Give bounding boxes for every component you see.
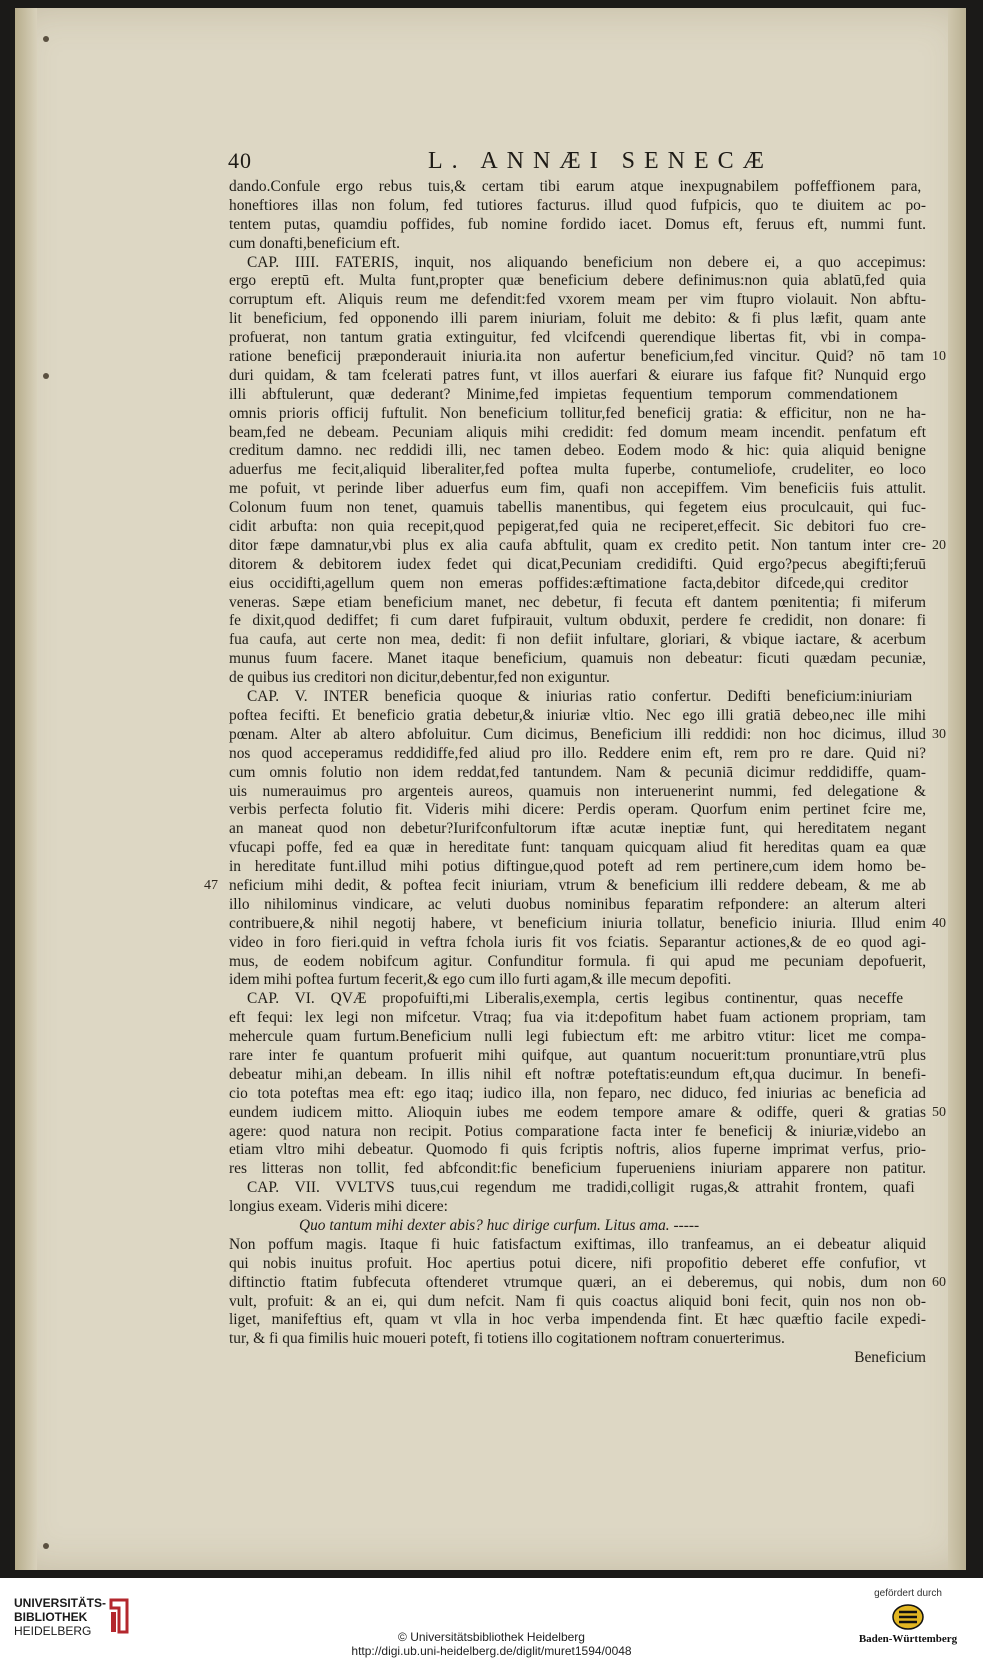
copyright-notice <box>0 1630 983 1658</box>
text-line: veneras. Sæpe etiam beneficium manet, nec debetur, fi fecuta eft dantem pœnitentia; fi miferum <box>229 593 926 611</box>
library-name-line: HEIDELBERG <box>14 1624 92 1638</box>
margin-line-number: 20 <box>932 538 946 554</box>
text-line: corruptum eft. Aliquis reum me defendit:fed vxorem meam per vim ftupro violauit. Non abftu- <box>229 291 926 309</box>
text-line: res litteras non tollit, fed abfcondit:fic beneficium fuperueniens iniuriam apparere non patitur. <box>229 1160 926 1178</box>
margin-line-number: 47 <box>204 878 218 894</box>
text-line: CAP. V. INTER beneficia quoque & iniurias ratio confertur. Dedifti beneficium:iniuriam <box>247 688 913 706</box>
text-line: Non poffum magis. Itaque fi huic fatisfactum exiftimas, illo tranfeamus, an ei debeatur aliquid <box>229 1235 926 1253</box>
text-line: uis numerauimus pro argenteis aureos, quamuis non interuenerint nummi, fed delegatione & <box>229 782 926 800</box>
permalink[interactable]: http://digi.ub.uni-heidelberg.de/diglit/muret1594/0048 <box>351 1644 632 1658</box>
tack-mark <box>43 36 49 42</box>
margin-line-number: 10 <box>932 349 946 365</box>
text-line: eft fequi: lex legi non mifcetur. Vtraq; fua via it:depofitum habet fuam actionem propriam, tam <box>229 1009 926 1027</box>
text-line: diftinctio ftatim fubfecuta oftenderet vtrumque quæri, an ei deberemus, qui nobis, dum non <box>229 1273 926 1291</box>
text-line: mus, de eodem nobifcum agitur. Confunditur formula. fi qui apud me pecuniam depofuerit, <box>229 952 926 970</box>
text-line: vult, profuit: & an ei, qui dum nefcit. Nam fi quis coactus aliquid boni fecit, quin nos non ob- <box>229 1292 926 1310</box>
text-line: vfucapi poffe, fed ea quæ in hereditate funt: tanquam quicquam aliud fit hereditas quam ea quæ <box>229 839 926 857</box>
verse-quotation: Quo tantum mihi dexter abis? huc dirige curfum. Litus ama. ----- <box>299 1216 700 1234</box>
library-name-line: BIBLIOTHEK <box>14 1610 88 1624</box>
margin-line-number: 30 <box>932 727 946 743</box>
text-line: contribuere,& nihil negotij habere, vt beneficium iniuria tollatur, beneficio iniuria. Illud enim <box>229 914 926 932</box>
text-line: de quibus ius creditori non dicitur,debentur,fed non exiguntur. <box>229 669 610 687</box>
library-name-line: UNIVERSITÄTS- <box>14 1596 107 1610</box>
text-line: omnis prioris officij fuftulit. Non beneficium tollitur,fed beneficij gratia: & efficitur, non ne ha- <box>229 404 926 422</box>
text-block <box>229 178 926 1368</box>
tack-mark <box>43 1543 49 1549</box>
text-line: duri quidam, & tam fcelerati patres funt, vt illos auerfari & eiurare ius fafque fit? Nunquid ergo <box>229 366 926 384</box>
text-line: cio tota poteftas mea eft: ego itaq; iudico illa, non feparo, nec diduco, fed iniurias ac beneficia ad <box>229 1084 926 1102</box>
text-line: dando.Confule ergo rebus tuis,& certam tibi earum atque inexpugnabilem poffeffionem para, <box>229 178 922 195</box>
page-header <box>228 148 928 178</box>
text-line: beam,fed ne debeam. Pecuniam aliquis mihi credidit: fed domum meam incendit. penfatum eft <box>229 423 926 441</box>
text-line: pœnam. Alter ab altero abfoluitur. Cum dicimus, Beneficium illi reddidi: non hoc dicimus, illud <box>229 725 926 743</box>
text-line: qui nobis inuitus profuit. Hoc apertius potui dicere, nifi propofitio deberet effe confufior, vt <box>229 1254 926 1272</box>
text-line: eundem iudicem mitto. Alioquin iubes me eodem tempore amare & odiffe, queri & gratias <box>229 1103 926 1121</box>
text-line: profuerat, non tantum gratia extinguitur, fed vlcifcendi querendique libertas fit, vbi in compa- <box>229 329 926 347</box>
text-line: mehercule quam furtum.Beneficium nulli legi fubiectum eft: me arbitro vtitur: licet me compa- <box>229 1028 926 1046</box>
catchword: Beneficium <box>854 1349 926 1367</box>
text-line: longius exeam. Videris mihi dicere: <box>229 1198 448 1216</box>
text-line: fua caufa, aut certe non mea, dedit: fi non defiit infultare, gloriari, & vbique iactare, & acerbum <box>229 631 926 649</box>
text-line: in hereditate funt.illud mihi potius diftingue,quod poteft ad rem pertinere,cum idem homo be- <box>229 858 926 876</box>
margin-line-number: 40 <box>932 916 946 932</box>
text-line: creditum damno. nec reddidi illi, nec tamen debeo. Eodem modo & hic: quia aliquid benigne <box>229 442 926 460</box>
funder-name: Baden-Württemberg <box>858 1633 958 1645</box>
text-line: CAP. IIII. FATERIS, inquit, nos aliquando beneficium non debere ei, a quo accepimus: <box>247 253 926 271</box>
text-line: tentem putas, quamdiu poffides, fub nomine fordido iacet. Domus eft, feruus eft, nummi funt. <box>229 215 926 233</box>
text-line: cum omnis folutio non idem reddat,fed tantundem. Nam & pecuniā dicimur reddidiffe, quam- <box>229 763 926 781</box>
text-line: CAP. VII. VVLTVS tuus,cui regendum me tradidi,colligit rugas,& attrahit frontem, quafi <box>247 1179 915 1197</box>
folio-number: 40 <box>228 148 252 173</box>
text-line: idem mihi poftea furtum fecerit,& ego cum illo furti agam,& ille mecum depofiti. <box>229 971 732 989</box>
text-line: cidit arbufta: non quia recepit,quod pepigerat,fed quia ne reciperet,effecit. Sic debitori fuo cre- <box>229 518 926 536</box>
funding-notice <box>853 1588 963 1645</box>
margin-line-number: 50 <box>932 1105 946 1121</box>
text-line: liget, manifeftius eft, quam vt vlla in hoc verba impendenda fint. Et hæc quæftio facile expedi- <box>229 1311 926 1329</box>
text-line: ergo ereptū eft. Multa funt,propter quæ beneficium debere definimus:non quia ablatū,fed quia <box>229 272 926 290</box>
text-line: an maneat quod non debetur?Iurifconfultorum iftæ acutæ ineptiæ funt, qui hereditatem negant <box>229 820 926 838</box>
text-line: agere: quod natura non recipit. Potius comparatione facta inter fe beneficij & iniuriæ,videbo an <box>229 1122 926 1140</box>
text-line: munus fuum facere. Manet itaque beneficium, quamuis non debeatur: ficuti quædam pecuniæ, <box>229 650 926 668</box>
baden-wuerttemberg-crest-icon <box>891 1603 925 1631</box>
text-line: rare inter fe quantum profuerit mihi quifque, aut quantum nocuerit:tum pronuntiare,vtrū plus <box>229 1046 926 1064</box>
text-line: ditor fæpe damnatur,vbi plus ex alia caufa abftulit, quam ex credito petit. Non tantum inter cre- <box>229 536 926 554</box>
tack-mark <box>43 373 49 379</box>
running-title: L. ANNÆI SENECÆ <box>428 148 774 174</box>
text-line: nos quod acceperamus reddidiffe,fed aliud pro illo. Reddere enim eft, rem pro re dare. Quid ni? <box>229 744 926 762</box>
text-line: ratione beneficij præponderauit iniuria.ita non aufertur beneficium,fed vincitur. Quid? nō tam <box>229 348 924 366</box>
text-line: poftea fecifti. Et beneficio gratia debetur,& iniuriæ vltio. Nec ego illi gratiā debeo,nec ille mihi <box>229 706 926 724</box>
text-line: ditorem & debitorem iudex fedet qui dicat,Pecuniam credidifti. Quid ergo?pecus abegifti;feruū <box>229 555 926 573</box>
margin-line-number: 60 <box>932 1275 946 1291</box>
text-line: neficium mihi dedit, & poftea fecit iniuriam, vtrum & beneficium illi reddere debeam, & me ab <box>229 876 926 894</box>
text-line: verbis perfecta folutio fit. Videris mihi dicere: Perdis operam. Quorfum enim pertinet fcire me, <box>229 801 926 819</box>
text-line: tur, & fi qua fimilis huic moueri poteft, fi totiens illo cogitationem noftram conuerterimus. <box>229 1330 785 1348</box>
text-line: etiam vltro mihi debeatur. Quomodo fi quis fcriptis noftris, alios fuperne imprimat verfus, prio- <box>229 1141 926 1159</box>
copyright-text: © Universitätsbibliothek Heidelberg <box>398 1630 585 1644</box>
text-line: video in foro fieri.quid in veftra fchola iuris fit vos fciatis. Separantur actiones,& de eo quod agi- <box>229 933 926 951</box>
text-line: illo nihilominus vindicare, ac veluti duobus nominibus feparatim refpondere: an alterum alteri <box>229 895 926 913</box>
text-line: lit beneficium, fed opponendo illi parem iniuriam, foluit me debito: & fi plus læfit, quam ante <box>229 310 926 328</box>
text-line: Colonum fuum non tenet, quamuis tabellis manentibus, qui fegetem eius proculcauit, qui fuc- <box>229 499 926 517</box>
text-line: illi abftulerunt, quæ dederant? Minime,fed impietas fequentium temporum commendationem <box>229 385 898 403</box>
page-edge <box>948 8 966 1570</box>
text-line: cum donafti,beneficium eft. <box>229 234 400 252</box>
text-line: me pofuit, vt perinde liber aduerfus eum fim, quafi non accepiffem. Vim beneficiis fuis attulit. <box>229 480 926 498</box>
viewer-footer <box>0 1578 983 1664</box>
text-line: eius occidifti,agellum quem non emeras poffides:æftimatione facta,debitor difcede,qui creditor <box>229 574 909 592</box>
text-line: fe dixit,quod dediffet; fi cum daret fufpirauit, vultum obduxit, perdere fe credidit, non donare: fi <box>229 612 926 630</box>
text-line: honeftiores illas non folum, fed tutiores facturus. illud quod fufpicis, quo te diuitem ac po- <box>229 196 926 214</box>
funding-label: gefördert durch <box>874 1588 942 1599</box>
page-gutter <box>15 8 37 1570</box>
text-line: debeatur mihi,an debeam. In illis nihil eft noftræ poteftatis:eundum eft,qua ducimur. In benefi- <box>229 1065 926 1083</box>
text-line: aduerfus me fecit,aliquid liberaliter,fed poftea multa fuperbe, contumeliofe, crudeliter, eo loco <box>229 461 926 479</box>
text-line: CAP. VI. QVÆ propofuifti,mi Liberalis,exempla, certis legibus continentur, quas neceffe <box>247 990 904 1008</box>
